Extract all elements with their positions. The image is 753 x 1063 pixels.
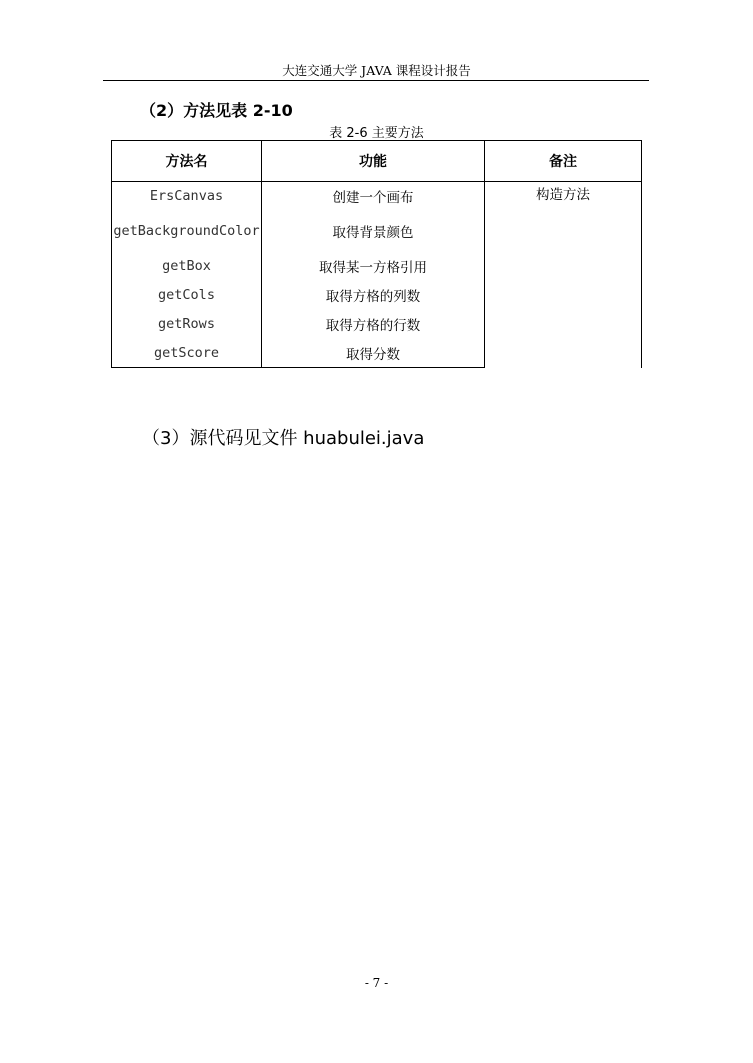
- header-divider: [103, 80, 649, 81]
- methods-table: [111, 140, 642, 368]
- table-caption: 表 2-6 主要方法: [329, 126, 424, 141]
- column-header-method-name: 方法名: [112, 141, 262, 182]
- method-name-cell: getCols: [112, 281, 262, 310]
- function-cell: 取得某一方格引用: [262, 252, 485, 281]
- method-name-cell: getBackgroundColor: [112, 210, 262, 252]
- method-name-cell: getScore: [112, 339, 262, 368]
- remark-cell: 构造方法: [485, 182, 642, 368]
- table-row: [112, 182, 642, 210]
- function-cell: 取得方格的列数: [262, 281, 485, 310]
- method-name-cell: getBox: [112, 252, 262, 281]
- function-cell: 创建一个画布: [262, 182, 485, 210]
- table-header-row: [112, 141, 642, 182]
- section-heading-source-code: （3）源代码见文件 huabulei.java: [142, 428, 425, 449]
- page-header-title: 大连交通大学 JAVA 课程设计报告: [282, 63, 471, 78]
- method-name-cell: getRows: [112, 310, 262, 339]
- section-heading-methods: （2）方法见表 2-10: [140, 101, 293, 120]
- column-header-function: 功能: [262, 141, 485, 182]
- page-number: - 7 -: [364, 976, 389, 990]
- column-header-remark: 备注: [485, 141, 642, 182]
- function-cell: 取得背景颜色: [262, 210, 485, 252]
- function-cell: 取得方格的行数: [262, 310, 485, 339]
- function-cell: 取得分数: [262, 339, 485, 368]
- method-name-cell: ErsCanvas: [112, 182, 262, 210]
